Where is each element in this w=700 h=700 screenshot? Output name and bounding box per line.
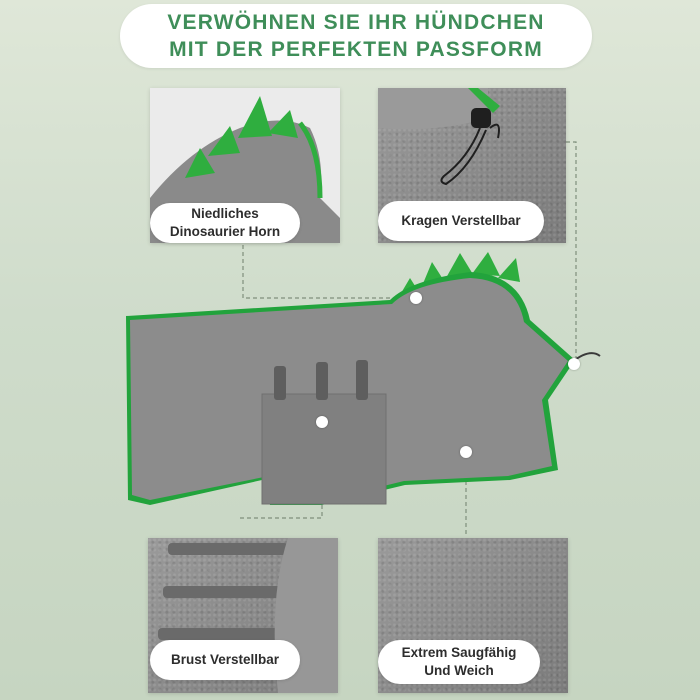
label-horn	[150, 203, 300, 243]
label-absorbent	[378, 640, 540, 684]
collar-marker-dot	[568, 358, 580, 370]
velcro-strap-3	[356, 360, 368, 400]
label-horn-line-1: Niedliches	[191, 206, 259, 221]
label-absorbent-line-2: Und Weich	[424, 663, 494, 678]
velcro-strap-1	[274, 366, 286, 400]
headline-line-1: VERWÖHNEN SIE IHR HÜNDCHEN	[167, 11, 545, 34]
label-collar-line-1: Kragen Verstellbar	[401, 213, 521, 228]
label-collar	[378, 201, 544, 241]
chest-marker-dot	[316, 416, 328, 428]
label-chest	[150, 640, 300, 680]
headline-line-2: MIT DER PERFEKTEN PASSFORM	[169, 38, 543, 61]
label-chest-line-1: Brust Verstellbar	[170, 652, 280, 667]
absorbent-marker-dot	[460, 446, 472, 458]
velcro-strap-2	[316, 362, 328, 400]
horn-marker-dot	[410, 292, 422, 304]
label-absorbent-line-1: Extrem Saugfähig	[401, 645, 517, 660]
label-horn-line-2: Dinosaurier Horn	[169, 224, 281, 239]
